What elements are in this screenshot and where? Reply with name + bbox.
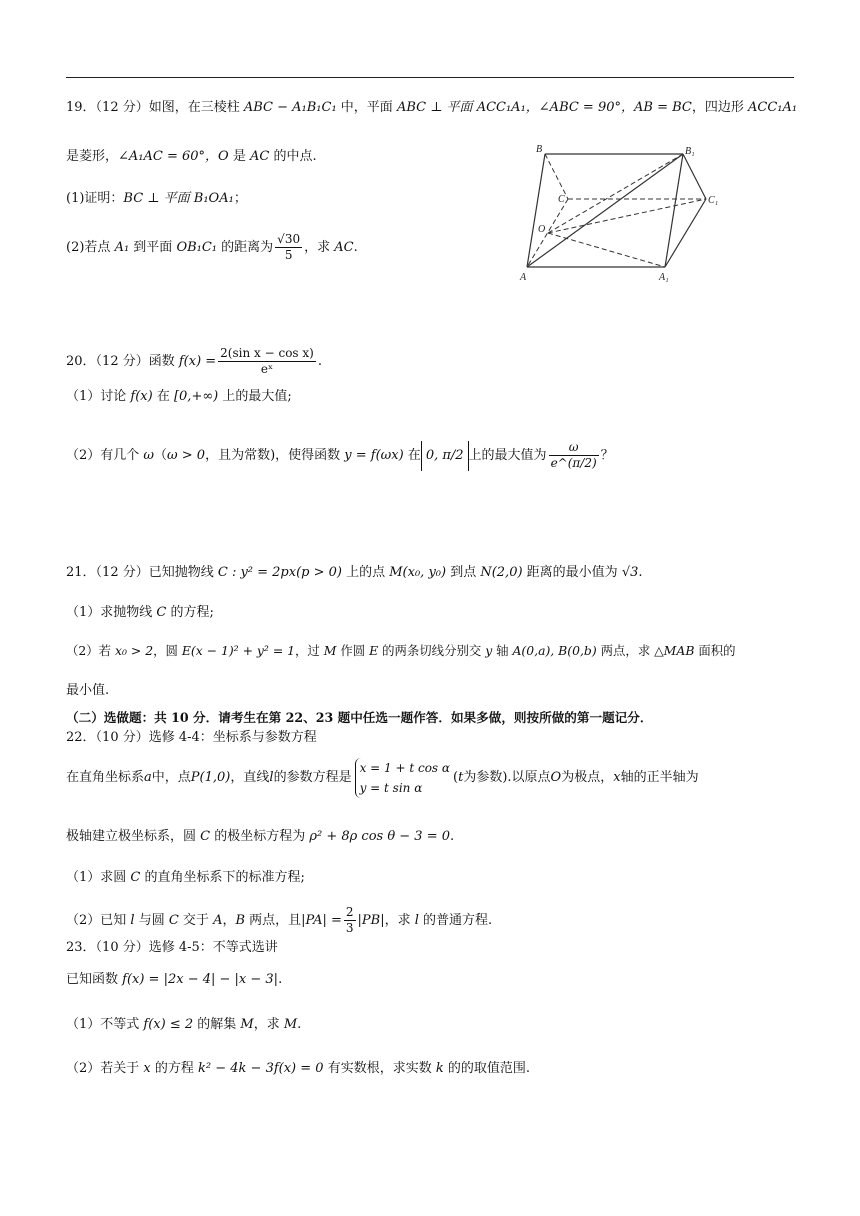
q22-text: 的直角坐标系下的标准方程; (140, 870, 305, 885)
q22-text: 的参数方程是 (273, 770, 352, 785)
q21-math: √3 (621, 565, 639, 580)
q22-math: |PB| (357, 913, 385, 928)
q19-text: ，四边形 (691, 100, 748, 115)
q20-math: f(x) (130, 389, 153, 404)
q19-line1 (66, 98, 797, 118)
q21-text: 21．（12 分）已知抛物线 (66, 565, 218, 580)
fraction-numerator: 2(sin x − cos x) (220, 346, 314, 360)
q22-math: a (144, 770, 152, 785)
label-A1: A₁ (659, 272, 669, 283)
q22-math: C (168, 913, 179, 928)
q21-text: . (638, 565, 643, 580)
prism-figure (510, 142, 732, 286)
label-B: B (536, 144, 543, 155)
q19-part2 (66, 232, 358, 263)
edge-A1C1 (665, 199, 706, 267)
q20-part1 (66, 387, 292, 407)
q20-text: （ (154, 448, 168, 463)
q23-line1 (66, 970, 282, 990)
q22-line2 (66, 827, 454, 847)
q20-interval: 0, π/2 (421, 441, 469, 471)
q21-math: x₀ > 2 (115, 643, 154, 658)
q21-text: ，过 (295, 643, 324, 658)
q20-fraction (218, 346, 316, 377)
q22-math: P(1,0) (190, 770, 231, 785)
q19-math: ∠A₁AC = 60°，O (118, 149, 229, 164)
q20-math: [0,+∞) (173, 389, 219, 404)
edge-BA (527, 154, 545, 267)
q21-text: 的方程; (166, 605, 214, 620)
edge-CA (527, 199, 568, 267)
q19-fraction (275, 232, 302, 263)
fraction-numerator: ω (549, 440, 599, 456)
q22-text: 轴的正半轴为 (620, 770, 699, 785)
q21-text: 面积的 (694, 643, 736, 658)
q22-text: 极轴建立极坐标系，圆 (66, 829, 201, 844)
q19-math: BC ⊥ 平面 B₁OA₁ (123, 191, 234, 206)
q19-math: OB₁C₁ (176, 240, 218, 255)
q19-line2 (66, 147, 317, 167)
q22-text: （1）求圆 (66, 870, 131, 885)
q22-math: |PA| = (301, 913, 342, 928)
q21-text: 两点，求 (596, 643, 655, 658)
q21-text: 作圆 (336, 643, 370, 658)
q23-text: . (278, 972, 283, 987)
q20-math: ω > 0 (167, 448, 206, 463)
q23-text: （1）不等式 (66, 1017, 144, 1032)
q21-text: （2）若 (66, 643, 115, 658)
q19-text: 的距离为 (217, 240, 274, 255)
q20-part2 (66, 440, 614, 471)
system-row: x = 1 + t cos α (359, 761, 451, 775)
q23-math: M (283, 1017, 298, 1032)
q23-math: x (143, 1061, 151, 1076)
fraction-numerator: 2 (345, 905, 354, 919)
fraction-denominator: 3 (345, 921, 354, 935)
q19-math: ABC ⊥ 平面 ACC₁A₁，∠ABC = 90°，AB = BC (396, 100, 692, 115)
q19-text: 中，平面 (336, 100, 397, 115)
edge-OA1 (548, 233, 665, 267)
q22-text: 两点，且 (245, 913, 302, 928)
q21-math: N(2,0) (480, 565, 523, 580)
q22-line1 (66, 757, 699, 799)
q23-part2 (66, 1059, 530, 1079)
q22-math: O (550, 770, 562, 785)
q21-text: （1）求抛物线 (66, 605, 157, 620)
q19-math: ACC₁A₁ (747, 100, 798, 115)
q23-text: 的方程 (150, 1061, 199, 1076)
q21-part2 (66, 641, 736, 661)
q23-math: k (435, 1061, 444, 1076)
q20-math: ω (143, 448, 155, 463)
q21-text: 最小值. (66, 683, 110, 698)
q19-math: AC (249, 149, 270, 164)
q21-math: A(0,a), B(0,b) (512, 643, 597, 658)
q20-text: （2）有几个 (66, 448, 144, 463)
q22-text: 为参数).以原点 (463, 770, 551, 785)
edge-B1A1 (665, 154, 683, 267)
q22-part2 (66, 905, 492, 936)
q19-text: 的中点. (269, 149, 317, 164)
q23-title: 23．（10 分）选修 4-5：不等式选讲 (66, 940, 278, 955)
q22-math: C (130, 870, 141, 885)
q22-math: l (130, 913, 135, 928)
q21-text: 轴 (492, 643, 513, 658)
q22-text: 在直角坐标系 (66, 770, 145, 785)
q23-math: k² − 4k − 3f(x) = 0 (198, 1061, 324, 1076)
q19-math: ABC − A₁B₁C₁ (243, 100, 337, 115)
q22-math: B (235, 913, 246, 928)
q23-text: . (297, 1017, 302, 1032)
q19-text: 19．（12 分）如图，在三棱柱 (66, 100, 244, 115)
q21-text: 上的点 (341, 565, 390, 580)
q21-text: 的两条切线分别交 (378, 643, 486, 658)
q21-math: E (369, 643, 379, 658)
q19-text: ； (233, 191, 247, 206)
section-header: （二）选做题：共 10 分．请考生在第 22、23 题中任选一题作答．如果多做，则按所做的第一题记分． (66, 710, 653, 725)
q21-math: y (485, 643, 493, 658)
q19-math: A₁ (114, 240, 130, 255)
q21-math: M (323, 643, 337, 658)
q21-math: C : y² = 2px(p > 0) (217, 565, 342, 580)
q20-math: y = f(ωx) (344, 448, 404, 463)
q22-title: 22．（10 分）选修 4-4：坐标系与参数方程 (66, 730, 317, 745)
q23-text: 的解集 (193, 1017, 241, 1032)
q19-text: . (353, 240, 358, 255)
q19-text: ，求 (304, 240, 335, 255)
q22-text: ， (222, 913, 236, 928)
q23-text: ，求 (253, 1017, 284, 1032)
q22-text: ( (453, 770, 459, 785)
q22-text: 为极点， (561, 770, 614, 785)
q19-text: 是 (228, 149, 250, 164)
q23-math: f(x) ≤ 2 (143, 1017, 194, 1032)
q21-text: 到点 (446, 565, 481, 580)
q22-text: ，直线 (230, 770, 270, 785)
q22-math: l (269, 770, 274, 785)
q19-part1 (66, 189, 247, 209)
q23-text: 有实数根，求实数 (323, 1061, 436, 1076)
q22-text: 的极坐标方程为 (210, 829, 310, 844)
q23-text: 已知函数 (66, 972, 123, 987)
q19-text: 是菱形， (66, 149, 119, 164)
system-row: y = t sin α (359, 781, 423, 795)
q19-text: (2)若点 (66, 240, 115, 255)
q20-text: . (317, 354, 322, 369)
q22-math: x (613, 770, 621, 785)
q20-math: f(x) = (178, 354, 217, 369)
q21-line1 (66, 563, 643, 583)
q22-param-system (355, 758, 450, 798)
edge-OB1 (548, 154, 683, 233)
fraction-denominator: e^(π/2) (550, 456, 597, 470)
q23-math: f(x) = |2x − 4| − |x − 3| (122, 972, 279, 987)
q19-text: 到平面 (129, 240, 177, 255)
q22-math: C (200, 829, 211, 844)
q20-text: 20．（12 分）函数 (66, 354, 179, 369)
label-A: A (520, 272, 527, 283)
q21-part1 (66, 603, 214, 623)
q21-math: M(x₀, y₀) (389, 565, 447, 580)
q22-text: 的普通方程. (418, 913, 493, 928)
q19-math: AC (334, 240, 354, 255)
q20-text: 在 (403, 448, 421, 463)
q20-line1 (66, 346, 322, 377)
label-C: C (558, 194, 565, 205)
q21-math: C (156, 605, 167, 620)
q22-text: 中，点 (151, 770, 191, 785)
q22-text: （2）已知 (66, 913, 131, 928)
edge-OC1 (548, 199, 706, 233)
q21-text: ，圆 (153, 643, 182, 658)
edge-BC (545, 154, 568, 199)
q22-math: t (458, 770, 464, 785)
q21-math: △MAB (654, 643, 695, 658)
q22-text: 交于 (178, 913, 214, 928)
q22-text: . (450, 829, 455, 844)
q21-math: E(x − 1)² + y² = 1 (181, 643, 296, 658)
q23-part1 (66, 1015, 301, 1035)
q21-text: 距离的最小值为 (522, 565, 622, 580)
fraction-denominator: eˣ (260, 362, 274, 376)
header-rule (66, 77, 794, 78)
q23-math: M (240, 1017, 254, 1032)
label-O: O (538, 224, 546, 235)
q20-text: ？ (600, 448, 614, 463)
fraction-numerator: √30 (277, 232, 301, 246)
q23-text: 的的取值范围. (443, 1061, 530, 1076)
label-B1: B₁ (685, 146, 695, 157)
label-C1: C₁ (708, 195, 719, 206)
q21-part2-cont (66, 681, 109, 701)
edge-B1C1 (683, 154, 706, 199)
q19-text: (1)证明： (66, 191, 124, 206)
q20-text: （1）讨论 (66, 389, 131, 404)
q20-text: 在 (152, 389, 174, 404)
q22-math: ρ² + 8ρ cos θ − 3 = 0 (309, 829, 451, 844)
q22-text: ，求 (384, 913, 415, 928)
q22-text: 与圆 (134, 913, 169, 928)
q23-text: （2）若关于 (66, 1061, 144, 1076)
q22-math: A (213, 913, 223, 928)
q20-fraction2 (549, 440, 599, 471)
q22-part1 (66, 868, 305, 888)
fraction-denominator: 5 (284, 248, 293, 262)
q20-text: ，且为常数)，使得函数 (205, 448, 345, 463)
q20-text: 上的最大值; (218, 389, 292, 404)
q20-text: 上的最大值为 (468, 448, 547, 463)
q22-math: l (414, 913, 419, 928)
q22-fraction (344, 905, 356, 936)
